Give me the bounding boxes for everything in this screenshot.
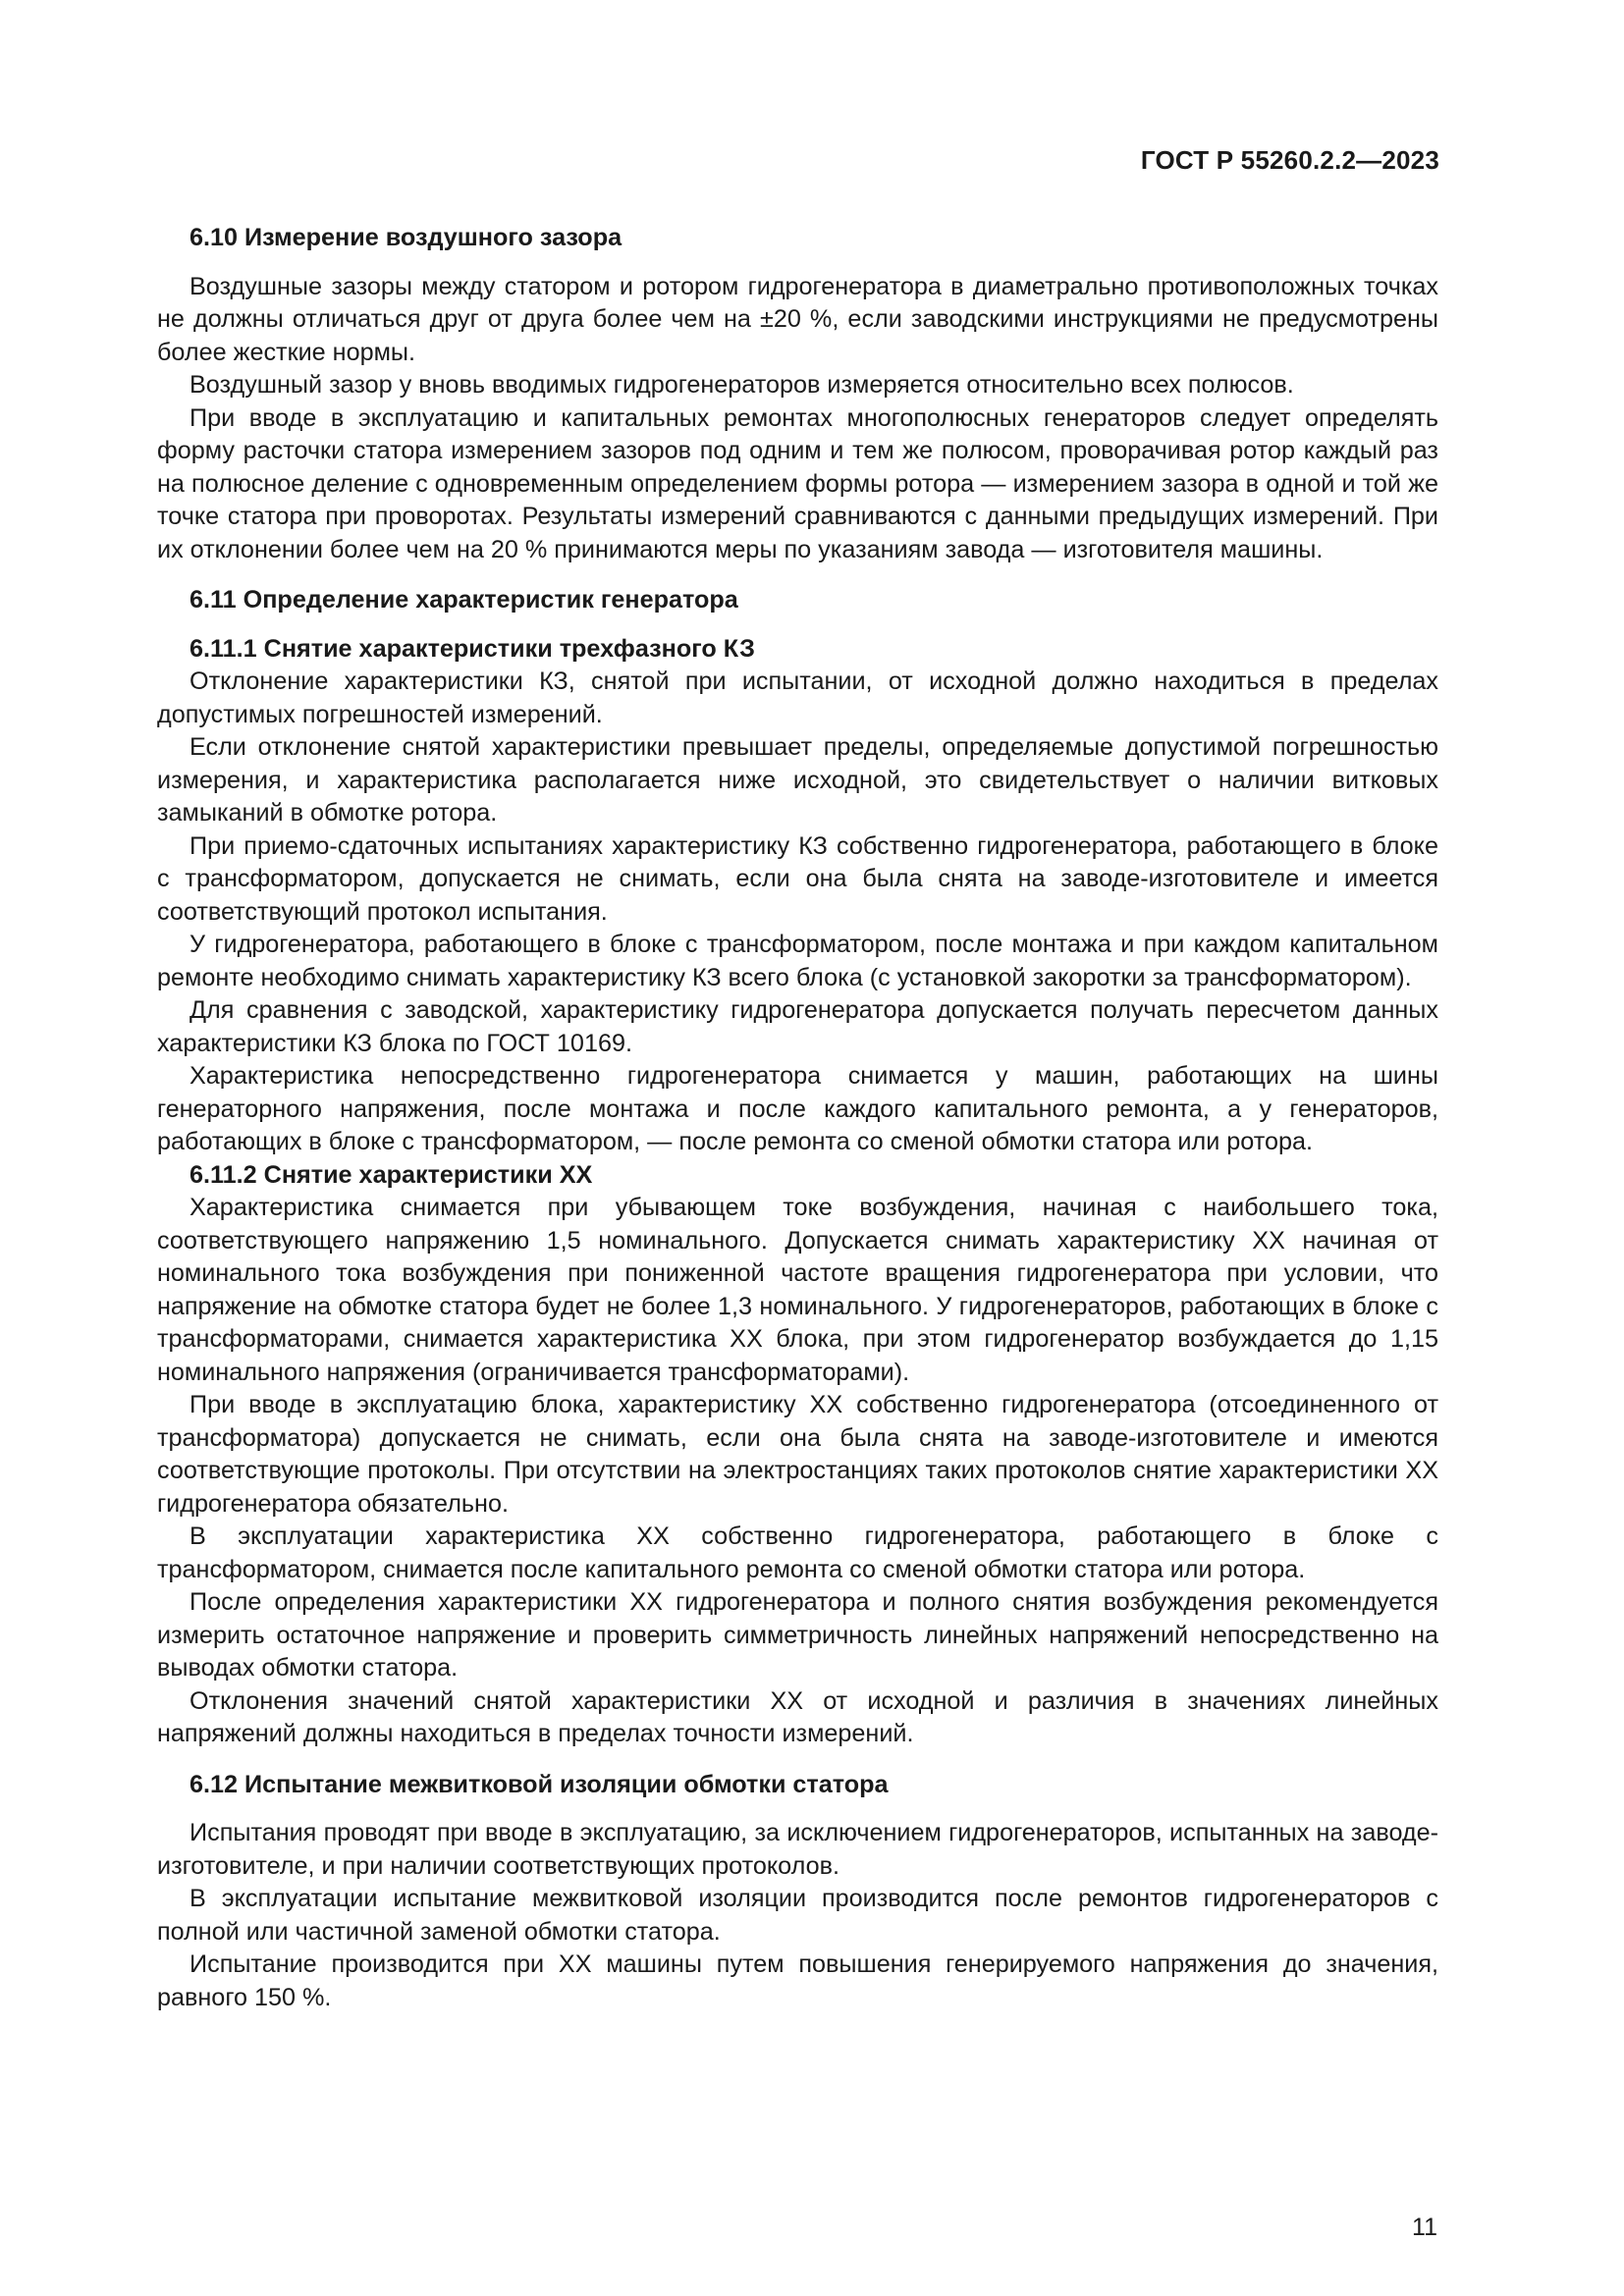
paragraph: Воздушные зазоры между статором и ротором гидрогенератора в диаметрально противоположных точках не должны отличаться друг от друга более чем на ±20 %, если заводскими инструкциями не предусмотрены более жесткие нормы. <box>157 272 1438 366</box>
paragraph: У гидрогенератора, работающего в блоке с трансформатором, после монтажа и при каждом капитальном ремонте необходимо снимать характеристику КЗ всего блока (с установкой закоротки за трансформатором). <box>157 931 1438 991</box>
paragraph: При приемо-сдаточных испытаниях характеристику КЗ собственно гидрогенератора, работающего в блоке с трансформатором, допускается не снимать, если она была снята на заводе-изготовителе и имеется соответствующий протокол испытания. <box>157 831 1438 926</box>
document-header: ГОСТ Р 55260.2.2—2023 <box>1140 145 1439 175</box>
section-6-11-2-title: 6.11.2 Снятие характеристики ХХ <box>189 1160 593 1189</box>
section-6-12-title: 6.12 Испытание межвитковой изоляции обмотки статора <box>189 1770 889 1798</box>
paragraph: Отклонения значений снятой характеристики ХХ от исходной и различия в значениях линейных напряжений должны находиться в пределах точности измерений. <box>157 1686 1438 1747</box>
paragraph: При вводе в эксплуатацию и капитальных ремонтах многополюсных генераторов следует определять форму расточки статора измерением зазоров под одним и тем же полюсом, проворачивая ротор каждый раз на полюсное деление с одновременным определением формы ротора — измерением зазора в одной и той же точке статора при проворотах. Результаты измерений сравниваются с данными предыдущих измерений. При их отклонении более чем на 20 % принимаются меры по указаниям завода — изготовителя машины. <box>157 403 1438 563</box>
paragraph: Отклонение характеристики КЗ, снятой при испытании, от исходной должно находиться в пределах допустимых погрешностей измерений. <box>157 667 1438 728</box>
page-content <box>157 222 1438 2014</box>
paragraph: В эксплуатации испытание межвитковой изоляции производится после ремонтов гидрогенераторов с полной или частичной заменой обмотки статора. <box>157 1885 1438 1946</box>
paragraph: Для сравнения с заводской, характеристику гидрогенератора допускается получать пересчетом данных характеристики КЗ блока по ГОСТ 10169. <box>157 996 1438 1057</box>
paragraph: Воздушный зазор у вновь вводимых гидрогенераторов измеряется относительно всех полюсов. <box>189 371 1294 399</box>
paragraph: Характеристика непосредственно гидрогенератора снимается у машин, работающих на шины генераторного напряжения, после монтажа и после каждого капитального ремонта, а у генераторов, работающих в блоке с трансформатором, — после ремонта со сменой обмотки статора или ротора. <box>157 1062 1438 1155</box>
paragraph: В эксплуатации характеристика ХХ собственно гидрогенератора, работающего в блоке с трансформатором, снимается после капитального ремонта со сменой обмотки статора или ротора. <box>157 1522 1438 1583</box>
section-6-11-title: 6.11 Определение характеристик генератора <box>189 586 738 614</box>
paragraph: После определения характеристики ХХ гидрогенератора и полного снятия возбуждения рекомендуется измерить остаточное напряжение и проверить симметричность линейных напряжений непосредственно на выводах обмотки статора. <box>157 1588 1438 1682</box>
paragraph: Если отклонение снятой характеристики превышает пределы, определяемые допустимой погрешностью измерения, и характеристика располагается ниже исходной, это свидетельствует о наличии витковых замыканий в обмотке ротора. <box>157 733 1438 827</box>
paragraph: Характеристика снимается при убывающем токе возбуждения, начиная с наибольшего тока, соответствующего напряжению 1,5 номинального. Допускается снимать характеристику ХХ начиная от номинального тока возбуждения при пониженной частоте вращения гидрогенератора при условии, что напряжение на обмотке статора будет не более 1,3 номинального. У гидрогенераторов, работающих в блоке с трансформаторами, снимается характеристика ХХ блока, при этом гидрогенератор возбуждается до 1,15 номинального напряжения (ограничивается трансформаторами). <box>157 1194 1438 1386</box>
paragraph: Испытание производится при ХХ машины путем повышения генерируемого напряжения до значения, равного 150 %. <box>157 1950 1438 2011</box>
paragraph: При вводе в эксплуатацию блока, характеристику ХХ собственно гидрогенератора (отсоединенного от трансформатора) допускается не снимать, если она была снята на заводе-изготовителе и имеются соответствующие протоколы. При отсутствии на электростанциях таких протоколов снятие характеристики ХХ гидрогенератора обязательно. <box>157 1391 1438 1518</box>
section-6-11-1-title: 6.11.1 Снятие характеристики трехфазного КЗ <box>189 634 755 663</box>
section-6-10-title: 6.10 Измерение воздушного зазора <box>189 224 623 251</box>
paragraph: Испытания проводят при вводе в эксплуатацию, за исключением гидрогенераторов, испытанных на заводе-изготовителе, и при наличии соответствующих протоколов. <box>157 1819 1438 1880</box>
page-number: 11 <box>1412 2214 1437 2241</box>
